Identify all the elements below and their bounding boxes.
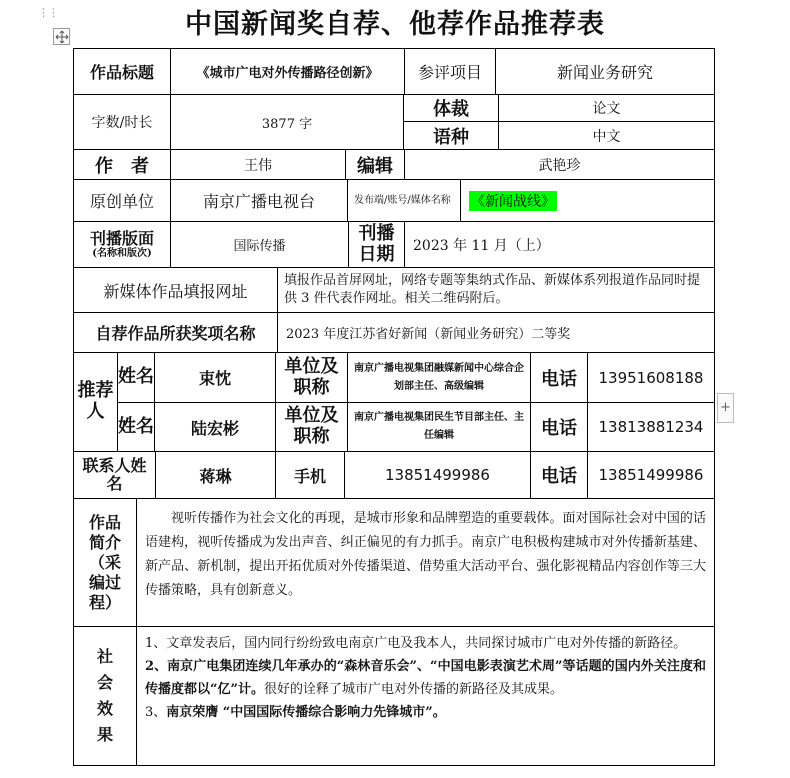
intro-cell bbox=[136, 498, 715, 627]
recommender-2-phone-label: 电话 bbox=[530, 402, 588, 452]
category-value: 新闻业务研究 bbox=[495, 48, 715, 95]
effect-item-2-text: 很好的诠释了城市广电对外传播的新路径及其成果。 bbox=[263, 682, 563, 697]
section-value: 国际传播 bbox=[170, 221, 349, 268]
recommender-2-name-label: 姓名 bbox=[117, 402, 155, 452]
effect-item-3 bbox=[145, 701, 706, 724]
author-label: 作 者 bbox=[73, 149, 171, 180]
recommender-2-position: 南京广播电视集团民生节目部主任、主任编辑 bbox=[347, 402, 531, 452]
effect-label: 社会效果 bbox=[73, 626, 137, 766]
language-label: 语种 bbox=[403, 121, 499, 150]
work-title-value: 《城市广电对外传播路径创新》 bbox=[170, 48, 405, 95]
publish-account-cell bbox=[460, 179, 715, 222]
recommender-1-name: 束忱 bbox=[154, 352, 276, 403]
contact-mobile: 13851499986 bbox=[344, 451, 531, 499]
word-count-value: 3877 字 bbox=[170, 94, 404, 150]
language-value: 中文 bbox=[498, 121, 715, 150]
drag-grip-icon[interactable]: ⋮⋮ bbox=[38, 6, 58, 19]
recommender-2-name: 陆宏彬 bbox=[154, 402, 276, 452]
section-label-main: 刊播版面 bbox=[89, 228, 154, 248]
effect-list bbox=[145, 632, 706, 724]
recommender-1-position-label: 单位及职称 bbox=[275, 352, 348, 403]
contact-phone: 13851499986 bbox=[587, 451, 715, 499]
author-value: 王伟 bbox=[170, 149, 346, 180]
effect-item-3-bold: 南京荣膺 “中国国际传播综合影响力先锋城市”。 bbox=[166, 705, 446, 720]
editor-value: 武艳珍 bbox=[404, 149, 715, 180]
effect-item-3-prefix: 3、 bbox=[145, 705, 167, 720]
newmedia-url-value: 填报作品首屏网址，网络专题等集纳式作品、新媒体系列报道作品同时提供 3 件代表作网址。相关二维码附后。 bbox=[277, 267, 715, 313]
publish-account-value: 《新闻战线》 bbox=[469, 191, 557, 211]
table-move-handle-icon[interactable] bbox=[53, 28, 70, 45]
award-value: 2023 年度江苏省好新闻（新闻业务研究）二等奖 bbox=[277, 312, 715, 353]
effect-item-2 bbox=[145, 655, 706, 701]
section-label-sub: (名称和版次) bbox=[92, 247, 152, 259]
effect-item-1 bbox=[145, 632, 706, 655]
newmedia-url-label: 新媒体作品填报网址 bbox=[73, 267, 278, 313]
intro-text: 视听传播作为社会文化的再现，是城市形象和品牌塑造的重要载体。面对国际社会对中国的话语建构，视听传播成为发出声音、纠正偏见的有力抓手。南京广电积极构建城市对外传播新基建、新产品、新机制，提出开拓优质对外传播渠道、借势重大活动平台、强化影视精品内容创作等三大传播策略，具有创新意义。 bbox=[145, 511, 706, 598]
publish-date-label-line1: 刊播 bbox=[358, 222, 395, 244]
recommender-1-phone: 13951608188 bbox=[587, 352, 715, 403]
origin-unit-label: 原创单位 bbox=[73, 179, 171, 222]
origin-unit-value: 南京广播电视台 bbox=[170, 179, 348, 222]
category-label: 参评项目 bbox=[404, 48, 496, 95]
recommender-label: 推荐人 bbox=[73, 352, 118, 452]
recommender-1-name-label: 姓名 bbox=[117, 352, 155, 403]
contact-phone-label: 电话 bbox=[530, 451, 588, 499]
recommender-2-phone: 13813881234 bbox=[587, 402, 715, 452]
work-title-label: 作品标题 bbox=[73, 48, 171, 95]
genre-label: 体裁 bbox=[403, 94, 499, 122]
editor-label: 编辑 bbox=[345, 149, 405, 180]
section-label bbox=[73, 221, 171, 268]
publish-date-label-line2: 日期 bbox=[358, 243, 395, 265]
contact-name: 蒋琳 bbox=[155, 451, 276, 499]
publish-date-label bbox=[348, 221, 405, 268]
page-title: 中国新闻奖自荐、他荐作品推荐表 bbox=[185, 9, 605, 40]
intro-label: 作品简介（采编过程） bbox=[73, 498, 137, 627]
word-count-label: 字数/时长 bbox=[73, 94, 171, 150]
genre-value: 论文 bbox=[498, 94, 715, 122]
contact-label: 联系人姓名 bbox=[73, 451, 156, 499]
add-row-plus-icon[interactable]: + bbox=[717, 393, 734, 423]
recommender-2-position-label: 单位及职称 bbox=[275, 402, 348, 452]
publish-date-value: 2023 年 11 月（上） bbox=[404, 221, 715, 268]
effect-item-1-text: 1、文章发表后，国内同行纷纷致电南京广电及我本人，共同探讨城市广电对外传播的新路径。 bbox=[145, 636, 687, 651]
recommender-1-position: 南京广播电视集团融媒新闻中心综合企划部主任、高级编辑 bbox=[347, 352, 531, 403]
effect-cell bbox=[136, 626, 715, 766]
effect-item-2-bold: 2、南京广电集团连续几年承办的“森林音乐会”、“中国电影表演艺术周”等话题的国内外关注度和传播度都以“亿”计。 bbox=[145, 659, 706, 697]
mobile-label: 手机 bbox=[275, 451, 345, 499]
publish-account-label: 发布端/账号/媒体名称 bbox=[347, 179, 461, 222]
recommender-1-phone-label: 电话 bbox=[530, 352, 588, 403]
award-label: 自荐作品所获奖项名称 bbox=[73, 312, 278, 353]
